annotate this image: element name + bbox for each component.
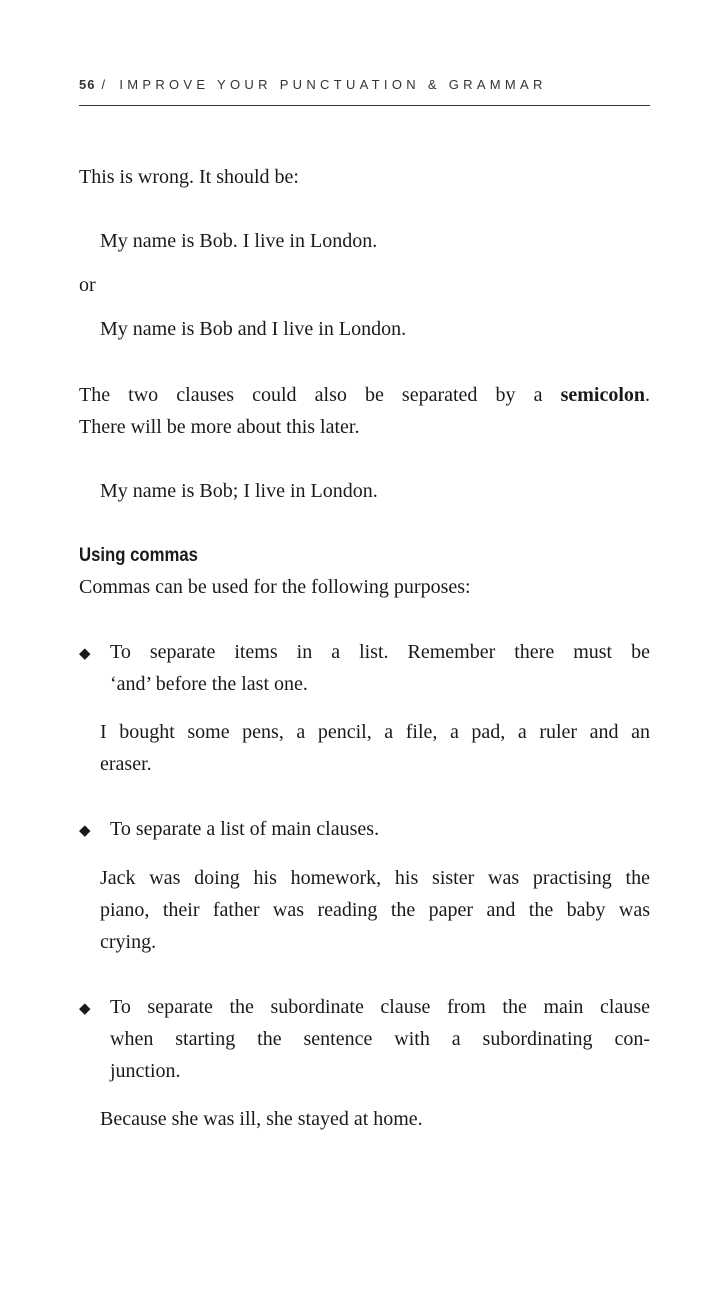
paragraph-line: or [79,274,96,296]
running-header [79,75,650,95]
bullet-line: To separate a list of main clauses. [110,818,380,840]
example-line: Jack was doing his homework, his sister was practising the [100,867,650,889]
page-number: 56 [79,77,96,92]
bullet-line: To separate items in a list. Remember there must be [110,641,650,663]
example-line: My name is Bob and I live in London. [100,318,407,340]
example-line: piano, their father was reading the paper and the baby was [100,899,650,921]
bullet-line: ‘and’ before the last one. [110,673,308,695]
paragraph-line: This is wrong. It should be: [79,166,299,188]
diamond-bullet-icon: ◆ [79,646,91,662]
bullet-line: when starting the sentence with a subordinating con- [110,1028,650,1050]
paragraph-line: There will be more about this later. [79,416,360,438]
example-line: My name is Bob; I live in London. [100,480,378,502]
section-heading: Using commas [79,545,198,566]
diamond-bullet-icon: ◆ [79,1001,91,1017]
header-rule [79,105,650,106]
diamond-bullet-icon: ◆ [79,823,91,839]
paragraph-line [79,379,650,411]
example-line: I bought some pens, a pencil, a file, a pad, a ruler and an [100,721,650,743]
example-line: Because she was ill, she stayed at home. [100,1108,423,1130]
bullet-line: junction. [110,1060,181,1082]
header-separator: / [101,77,110,92]
example-line: My name is Bob. I live in London. [100,230,378,252]
example-line: eraser. [100,753,152,775]
running-title: IMPROVE YOUR PUNCTUATION & GRAMMAR [119,77,547,92]
text-run: The two clauses could also be separated by a [79,384,543,406]
paragraph-line: Commas can be used for the following purposes: [79,576,471,598]
bold-term: semicolon [560,384,645,406]
bullet-line: To separate the subordinate clause from the main clause [110,996,650,1018]
example-line: crying. [100,931,157,953]
text-run: . [645,384,650,406]
